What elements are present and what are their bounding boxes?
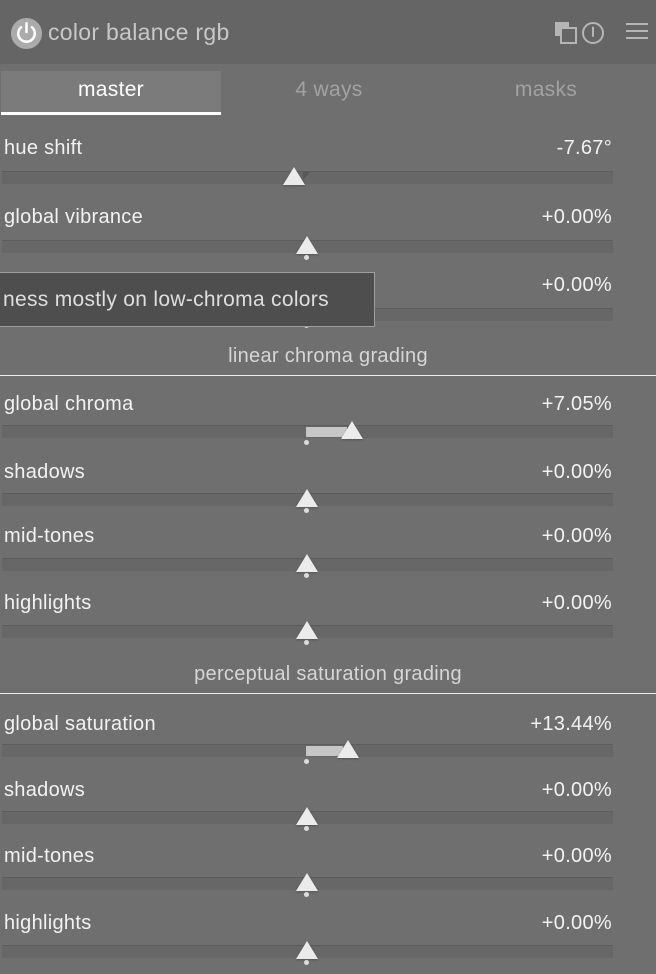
power-icon[interactable] (9, 16, 44, 51)
tab-masks[interactable]: masks (514, 78, 578, 101)
slider-value[interactable]: +0.00% (541, 592, 612, 614)
slider-row-global-saturation (0, 713, 656, 775)
default-indicator (304, 960, 309, 965)
slider-handle[interactable] (296, 236, 318, 254)
slider-label: global vibrance (4, 206, 144, 228)
default-indicator (304, 759, 309, 764)
slider-label: shadows (4, 779, 86, 801)
slider-handle[interactable] (341, 421, 363, 439)
slider-row-midtones-chroma (0, 525, 656, 587)
slider-value[interactable]: +13.44% (530, 713, 612, 735)
slider-handle[interactable] (337, 740, 359, 758)
slider-handle[interactable] (296, 941, 318, 959)
slider-handle[interactable] (296, 873, 318, 891)
slider-row-shadows-chroma (0, 461, 656, 523)
slider-label: shadows (4, 461, 86, 483)
module-title: color balance rgb (48, 18, 230, 45)
slider-row-highlights-chroma (0, 592, 656, 654)
slider-value[interactable]: +0.00% (541, 779, 612, 801)
presets-menu-icon[interactable] (626, 21, 648, 41)
section-divider (0, 375, 656, 376)
default-indicator (304, 640, 309, 645)
slider-value[interactable]: +0.00% (541, 845, 612, 867)
slider-value[interactable]: +0.00% (541, 206, 612, 228)
default-indicator (304, 508, 309, 513)
slider-value[interactable]: +0.00% (541, 274, 612, 296)
slider-handle[interactable] (296, 554, 318, 572)
slider-label: highlights (4, 912, 92, 934)
slider-label: global chroma (4, 393, 134, 415)
slider-row-highlights-saturation (0, 912, 656, 974)
slider-handle[interactable] (296, 489, 318, 507)
section-divider (0, 693, 656, 694)
slider-value[interactable]: +0.00% (541, 525, 612, 547)
slider-track[interactable] (2, 425, 613, 438)
multi-instance-icon[interactable] (552, 21, 577, 46)
default-indicator (304, 826, 309, 831)
slider-row-global-chroma (0, 393, 656, 455)
tab-master[interactable]: master (78, 78, 144, 101)
slider-label: mid-tones (4, 845, 95, 867)
default-indicator (304, 440, 309, 445)
slider-row-shadows-saturation (0, 779, 656, 841)
tooltip: ness mostly on low-chroma colors (0, 272, 375, 327)
tab-bar (0, 64, 656, 116)
tab-underline (1, 112, 221, 115)
slider-track[interactable] (2, 744, 613, 757)
slider-handle[interactable] (283, 167, 305, 185)
slider-label: mid-tones (4, 525, 95, 547)
slider-handle[interactable] (296, 621, 318, 639)
section-header-linear-chroma: linear chroma grading (228, 345, 428, 367)
default-indicator (304, 255, 309, 260)
slider-row-hue-shift (0, 137, 656, 199)
slider-row-midtones-saturation (0, 845, 656, 907)
default-indicator (304, 892, 309, 897)
slider-value[interactable]: -7.67° (556, 137, 612, 159)
reset-icon[interactable] (581, 21, 605, 45)
default-indicator (304, 573, 309, 578)
slider-value[interactable]: +7.05% (541, 393, 612, 415)
slider-value[interactable]: +0.00% (541, 912, 612, 934)
slider-handle[interactable] (296, 807, 318, 825)
slider-row-global-vibrance (0, 206, 656, 268)
module-header (0, 0, 656, 64)
slider-label: highlights (4, 592, 92, 614)
slider-value[interactable]: +0.00% (541, 461, 612, 483)
slider-track[interactable] (2, 171, 613, 184)
tab-4ways[interactable]: 4 ways (295, 78, 363, 101)
slider-label: hue shift (4, 137, 83, 159)
slider-label: global saturation (4, 713, 156, 735)
section-header-perceptual-saturation: perceptual saturation grading (194, 663, 462, 685)
